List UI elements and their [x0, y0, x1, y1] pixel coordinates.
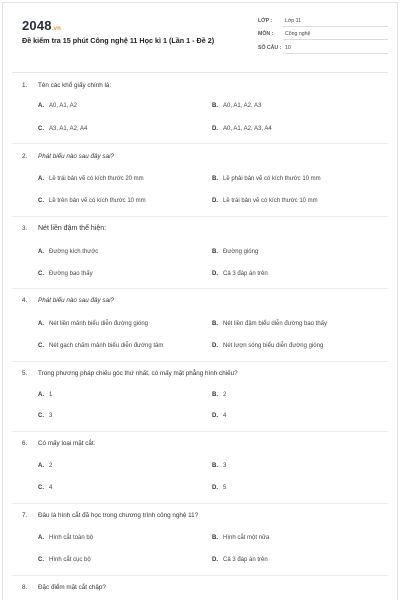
page-title: Đề kiểm tra 15 phút Công nghệ 11 Học kì 1 (Lần 1 - Đề 2) — [22, 36, 215, 45]
meta-count-key: SỐ CÂU : — [258, 45, 282, 51]
question-divider — [12, 575, 388, 576]
question-divider — [12, 216, 388, 217]
site-logo[interactable] — [22, 18, 61, 33]
option-letter: C. — [38, 126, 44, 132]
meta-underline — [283, 26, 388, 27]
option-text: 4 — [223, 413, 227, 419]
question-number: 5. — [22, 370, 28, 377]
option-text: Nét liền mảnh biểu diễn đường gióng — [49, 321, 149, 327]
option-text: 4 — [49, 485, 53, 491]
exam-header — [12, 10, 388, 66]
option-text: Đường bao thấy — [49, 271, 93, 277]
option-letter: C. — [38, 485, 44, 491]
option-text: 5 — [223, 485, 227, 491]
option-letter: B. — [212, 249, 218, 255]
option-text: Nét liền đậm biểu diễn đường bao thấy — [223, 321, 328, 327]
option-text: 3 — [223, 463, 227, 469]
option-letter: D. — [212, 343, 218, 349]
question-number: 3. — [22, 225, 28, 232]
meta-underline — [283, 39, 388, 40]
option-letter: C. — [38, 271, 44, 277]
question-text: Phát biểu nào sau đây sai? — [38, 297, 114, 304]
option-letter: A. — [38, 321, 44, 327]
option-text: 3 — [49, 413, 53, 419]
meta-underline — [283, 53, 388, 54]
option-letter: D. — [212, 557, 218, 563]
option-text: 1 — [49, 392, 53, 398]
option-letter: D. — [212, 126, 218, 132]
option-text: Nét lượn sóng biểu diễn đường gióng — [223, 343, 324, 349]
question-text: Tên các khổ giấy chính là: — [38, 82, 112, 89]
question-divider — [12, 361, 388, 362]
meta-subject-key: MÔN : — [258, 31, 274, 37]
option-text: A3, A1, A2, A4 — [49, 126, 88, 132]
question-text: Có mấy loại mặt cắt: — [38, 440, 96, 447]
header-divider — [12, 72, 388, 73]
option-letter: B. — [212, 321, 218, 327]
question-number: 6. — [22, 440, 28, 447]
option-letter: D. — [212, 271, 218, 277]
question-number: 4. — [22, 297, 28, 304]
question-divider — [12, 288, 388, 289]
option-text: Lề trái bản vẽ có kích thước 10 mm — [223, 198, 318, 204]
option-text: Lề phải bản vẽ có kích thước 10 mm — [223, 176, 321, 182]
question-number: 1. — [22, 82, 28, 89]
question-number: 2. — [22, 153, 28, 160]
logo-tld: .vn — [51, 26, 62, 32]
option-text: Lề trên bản vẽ có kích thước 10 mm — [49, 198, 146, 204]
option-letter: A. — [38, 392, 44, 398]
option-text: Hình cắt cục bộ — [49, 557, 91, 563]
option-letter: C. — [38, 343, 44, 349]
option-text: Đường kích thước — [49, 249, 99, 255]
option-letter: B. — [212, 392, 218, 398]
question-number: 7. — [22, 512, 28, 519]
option-letter: A. — [38, 535, 44, 541]
option-letter: B. — [212, 176, 218, 182]
option-letter: C. — [38, 413, 44, 419]
option-text: 2 — [49, 463, 53, 469]
option-text: Cả 3 đáp án trên — [223, 271, 268, 277]
meta-count-value: 10 — [285, 45, 291, 51]
logo-main: 2048 — [22, 18, 52, 33]
option-text: A0, A1, A2, A3 — [223, 103, 262, 109]
option-letter: C. — [38, 198, 44, 204]
option-text: Cả 3 đáp án trên — [223, 557, 268, 563]
question-text: Nét liền đậm thể hiện: — [38, 224, 107, 232]
option-letter: B. — [212, 535, 218, 541]
option-letter: D. — [212, 485, 218, 491]
option-letter: D. — [212, 198, 218, 204]
meta-class-value: Lớp 11 — [285, 18, 301, 24]
option-text: Đường gióng — [223, 249, 259, 255]
question-number: 8. — [22, 584, 28, 591]
option-text: Lề trái bản vẽ có kích thước 20 mm — [49, 176, 144, 182]
option-letter: A. — [38, 249, 44, 255]
option-letter: B. — [212, 463, 218, 469]
meta-class-key: LỚP : — [258, 18, 273, 24]
option-text: 2 — [223, 392, 227, 398]
option-letter: B. — [212, 103, 218, 109]
question-text: Đâu là hình cắt đã học trong chương trình công nghệ 11? — [38, 512, 199, 519]
question-text: Đặc điểm mặt cắt chập? — [38, 584, 106, 591]
option-text: Hình cắt một nửa — [223, 535, 270, 541]
option-text: Hình cắt toàn bộ — [49, 535, 94, 541]
question-divider — [12, 503, 388, 504]
meta-subject-value: Công nghệ — [285, 31, 311, 37]
option-letter: C. — [38, 557, 44, 563]
option-letter: D. — [212, 413, 218, 419]
option-text: Nét gạch chấm mảnh biểu diễn đường tâm — [49, 343, 164, 349]
option-letter: A. — [38, 463, 44, 469]
question-text: Phát biểu nào sau đây sai? — [38, 153, 114, 160]
option-text: A0, A1, A2, A3, A4 — [223, 126, 272, 132]
option-text: A0, A1, A2 — [49, 103, 78, 109]
question-divider — [12, 431, 388, 432]
option-letter: A. — [38, 176, 44, 182]
question-divider — [12, 143, 388, 144]
option-letter: A. — [38, 103, 44, 109]
question-text: Trong phương pháp chiếu góc thứ nhất, có mấy mặt phẳng hình chiếu? — [38, 370, 238, 377]
